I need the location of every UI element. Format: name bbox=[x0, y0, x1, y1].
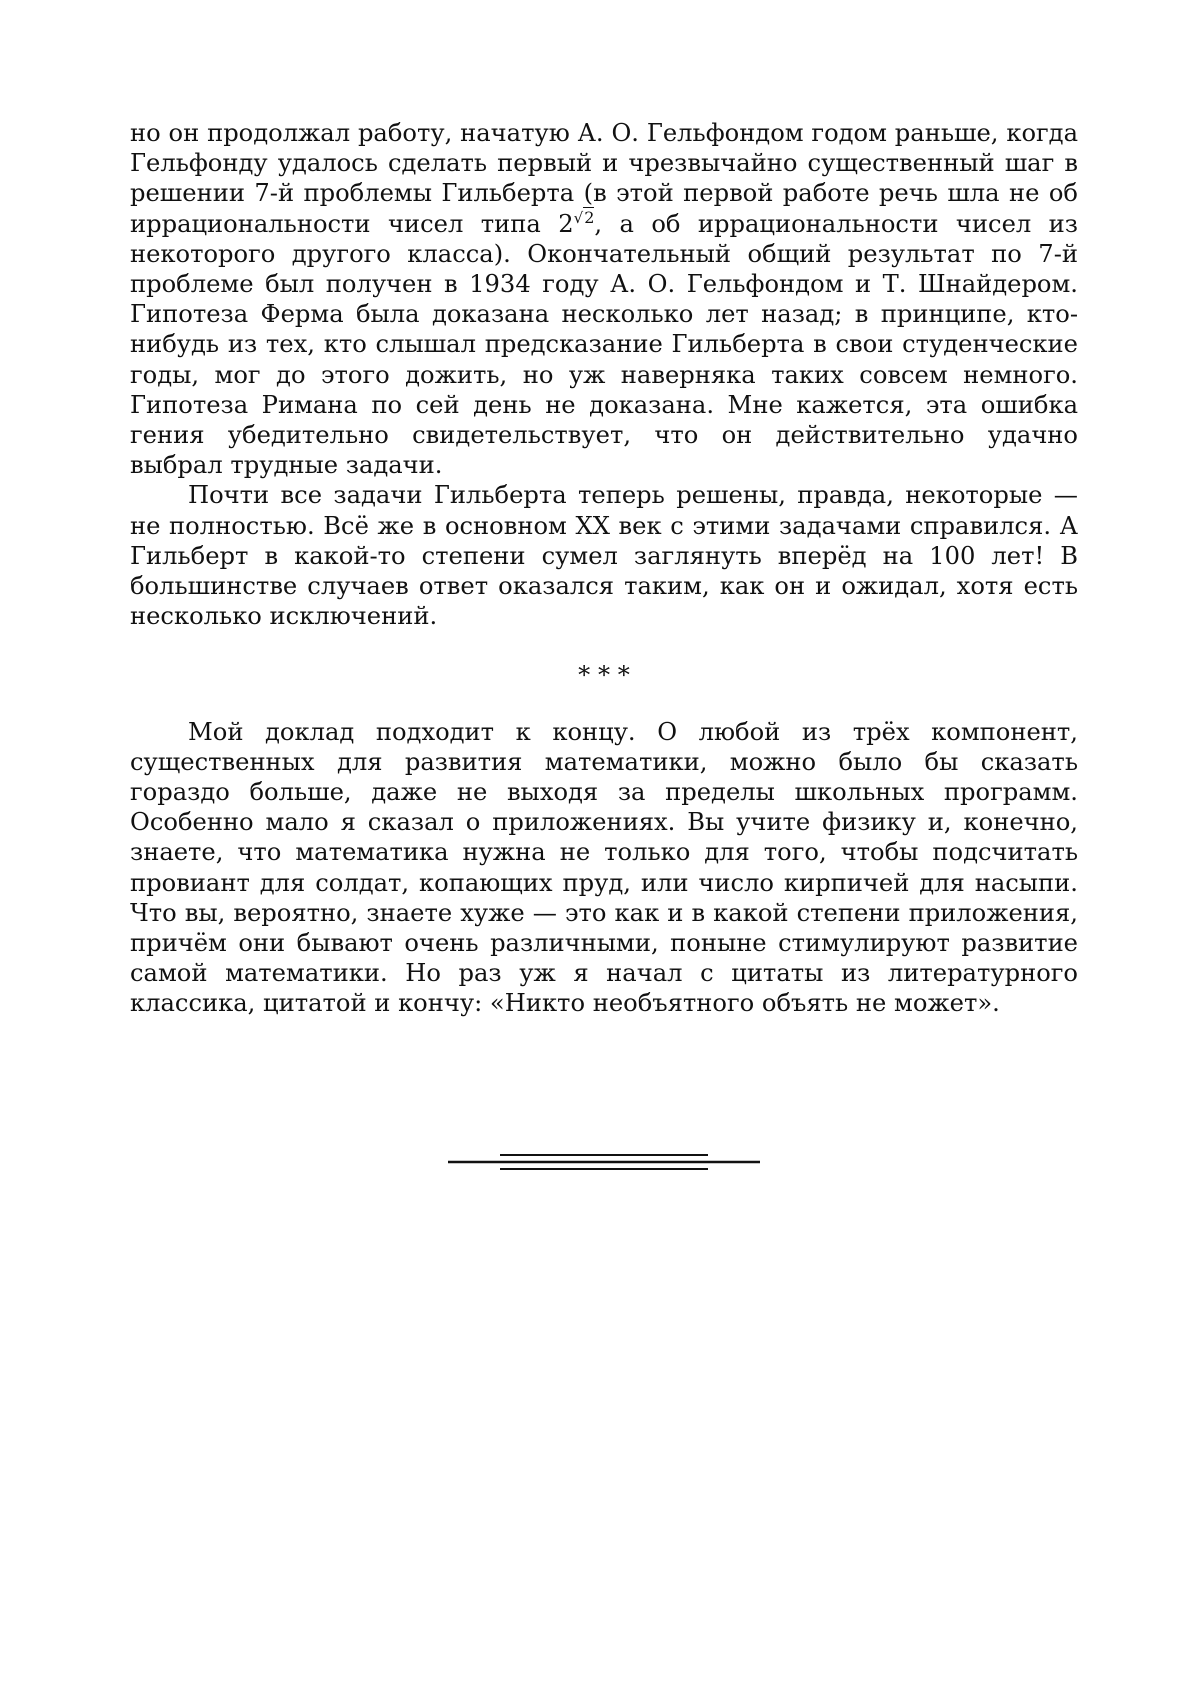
paragraph-1 bbox=[130, 118, 1078, 480]
paragraph-1-text-end: , а об иррациональности чисел из некоторого другого класса). Окончательный общий результат по 7-й проблеме был получен в 1934 году А. О. Гельфондом и Т. Шнайдером. Гипотеза Ферма была доказана несколько лет назад; в принципе, кто-нибудь из тех, кто слышал предсказание Гильберта в свои студенческие годы, мог до этого дожить, но уж наверняка таких совсем немного. Гипотеза Римана по сей день не доказана. Мне кажется, эта ошибка гения убедительно свидетельствует, что он действительно удачно выбрал трудные задачи. bbox=[130, 210, 1078, 480]
article-body bbox=[130, 118, 1078, 1019]
paragraph-3: Мой доклад подходит к концу. О любой из трёх компонент, существенных для развития математики, можно было бы сказать гораздо больше, даже не выходя за пределы школьных программ. Особенно мало я сказал о приложениях. Вы учите физику и, конечно, знаете, что математика нужна не только для того, чтобы подсчитать провиант для солдат, копающих пруд, или число кирпичей для насыпи. Что вы, вероятно, знаете хуже — это как и в какой степени приложения, причём они бывают очень различными, поныне стимулируют развитие самой математики. Но раз уж я начал с цитаты из литературного классика, цитатой и кончу: «Никто необъятного объять не может». bbox=[130, 717, 1078, 1019]
math-expression bbox=[558, 210, 594, 238]
math-base: 2 bbox=[558, 210, 573, 238]
math-exponent bbox=[574, 208, 595, 227]
section-separator: * * * bbox=[130, 660, 1078, 690]
end-ornament bbox=[448, 1151, 760, 1173]
sqrt-radicand: 2 bbox=[583, 207, 594, 227]
paragraph-1-text-start: но он продолжал работу, начатую А. О. Гельфондом годом раньше, когда Гельфонду удалось сделать первый и чрезвычайно суще­ственный шаг в решении 7-й проблемы Гильберта (в этой первой работе речь шла не об иррациональности чисел типа bbox=[130, 119, 1078, 238]
sqrt-symbol: √ bbox=[574, 209, 584, 227]
paragraph-2: Почти все задачи Гильберта теперь решены, правда, некоторые — не полностью. Всё же в основном XX век с этими задачами справился. А Гильберт в какой-то степени сумел заглянуть вперёд на 100 лет! В большинстве случаев ответ оказался таким, как он и ожидал, хотя есть несколько исключений. bbox=[130, 480, 1078, 631]
